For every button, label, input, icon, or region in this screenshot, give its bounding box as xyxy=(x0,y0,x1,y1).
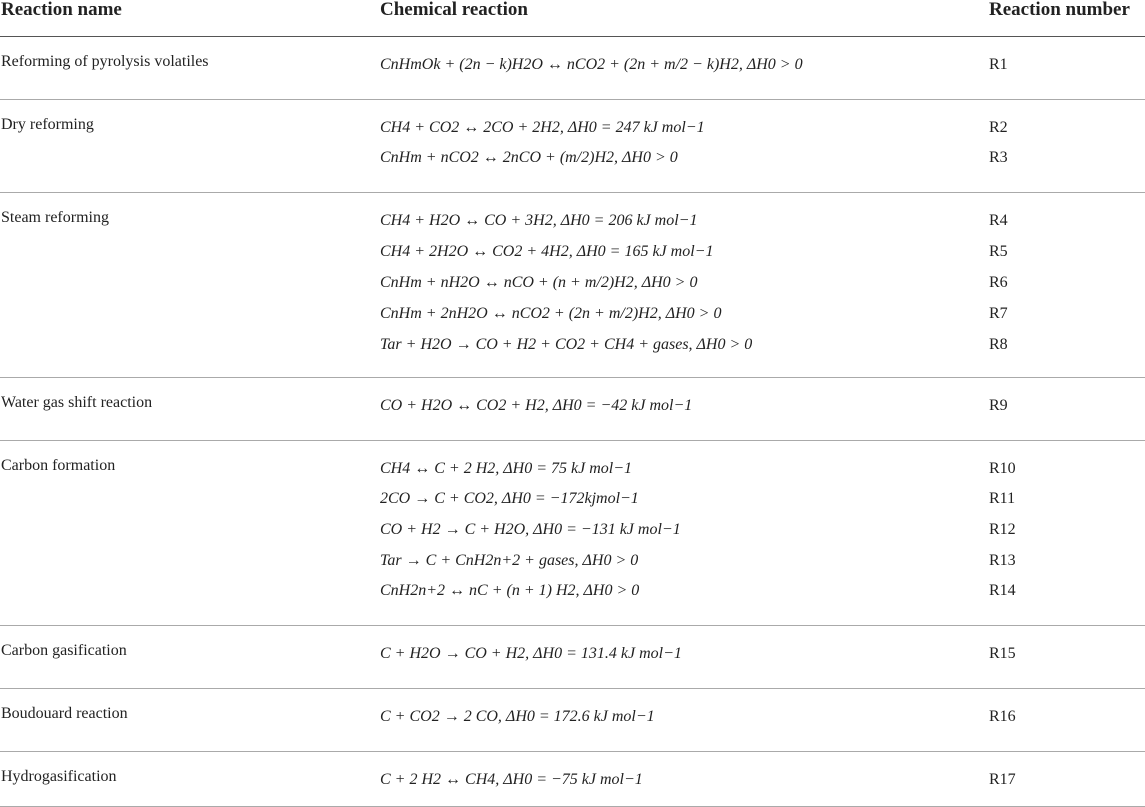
reaction-formula: Tar + H2O → CO + H2 + CO2 + CH4 + gases, ΔH0 > 0 xyxy=(380,336,753,353)
group-carbon-formation xyxy=(0,441,1145,626)
reaction-formula: CO + H2O ↔ CO2 + H2, ΔH0 = −42 kJ mol−1 xyxy=(380,397,693,414)
reaction-formula: CnHmOk + (2n − k)H2O ↔ nCO2 + (2n + m/2 − k)H2, ΔH0 > 0 xyxy=(380,56,803,73)
table-header xyxy=(0,0,1145,37)
reaction-number: R3 xyxy=(989,149,1008,166)
reaction-formula: Tar → C + CnH2n+2 + gases, ΔH0 > 0 xyxy=(380,552,639,569)
group-name: Hydrogasification xyxy=(1,768,117,785)
group-name: Boudouard reaction xyxy=(1,705,128,722)
reaction-formula: CH4 + CO2 ↔ 2CO + 2H2, ΔH0 = 247 kJ mol−1 xyxy=(380,119,705,136)
group-name: Dry reforming xyxy=(1,116,94,133)
reaction-formula: C + CO2 → 2 CO, ΔH0 = 172.6 kJ mol−1 xyxy=(380,708,655,725)
reaction-number: R15 xyxy=(989,645,1016,662)
reaction-number: R12 xyxy=(989,521,1016,538)
group-name: Carbon formation xyxy=(1,457,116,474)
reaction-formula: CnH2n+2 ↔ nC + (n + 1) H2, ΔH0 > 0 xyxy=(380,582,640,599)
reaction-number: R14 xyxy=(989,582,1016,599)
reaction-number: R9 xyxy=(989,397,1008,414)
reaction-number: R2 xyxy=(989,119,1008,136)
group-hydrogasification xyxy=(0,752,1145,807)
reaction-number: R7 xyxy=(989,305,1008,322)
reaction-number: R8 xyxy=(989,336,1008,353)
group-carbon-gasification xyxy=(0,626,1145,689)
header-chemical-reaction: Chemical reaction xyxy=(380,0,528,20)
reaction-number: R13 xyxy=(989,552,1016,569)
header-reaction-number: Reaction number xyxy=(989,0,1130,20)
reaction-number: R5 xyxy=(989,243,1008,260)
reaction-formula: CH4 + 2H2O ↔ CO2 + 4H2, ΔH0 = 165 kJ mol−1 xyxy=(380,243,714,260)
group-steam-reforming xyxy=(0,193,1145,378)
reaction-number: R16 xyxy=(989,708,1016,725)
reaction-formula: CO + H2 → C + H2O, ΔH0 = −131 kJ mol−1 xyxy=(380,521,681,538)
group-boudouard-reaction xyxy=(0,689,1145,752)
group-reforming-pyrolysis-volatiles xyxy=(0,37,1145,100)
group-name: Steam reforming xyxy=(1,209,109,226)
reaction-number: R4 xyxy=(989,212,1008,229)
reaction-formula: CH4 ↔ C + 2 H2, ΔH0 = 75 kJ mol−1 xyxy=(380,460,632,477)
reaction-formula: C + 2 H2 ↔ CH4, ΔH0 = −75 kJ mol−1 xyxy=(380,771,643,788)
reaction-number: R1 xyxy=(989,56,1008,73)
group-water-gas-shift xyxy=(0,378,1145,441)
group-name: Reforming of pyrolysis volatiles xyxy=(1,53,209,70)
reaction-formula: CnHm + 2nH2O ↔ nCO2 + (2n + m/2)H2, ΔH0 > 0 xyxy=(380,305,722,322)
reaction-number: R11 xyxy=(989,490,1016,507)
group-name: Carbon gasification xyxy=(1,642,127,659)
group-name: Water gas shift reaction xyxy=(1,394,153,411)
reaction-number: R6 xyxy=(989,274,1008,291)
reaction-formula: CnHm + nCO2 ↔ 2nCO + (m/2)H2, ΔH0 > 0 xyxy=(380,149,678,166)
header-reaction-name: Reaction name xyxy=(1,0,122,20)
reaction-formula: CH4 + H2O ↔ CO + 3H2, ΔH0 = 206 kJ mol−1 xyxy=(380,212,698,229)
reaction-formula: 2CO → C + CO2, ΔH0 = −172kjmol−1 xyxy=(380,490,639,507)
reaction-number: R17 xyxy=(989,771,1016,788)
reaction-number: R10 xyxy=(989,460,1016,477)
group-dry-reforming xyxy=(0,100,1145,193)
reaction-formula: CnHm + nH2O ↔ nCO + (n + m/2)H2, ΔH0 > 0 xyxy=(380,274,698,291)
reaction-formula: C + H2O → CO + H2, ΔH0 = 131.4 kJ mol−1 xyxy=(380,645,682,662)
